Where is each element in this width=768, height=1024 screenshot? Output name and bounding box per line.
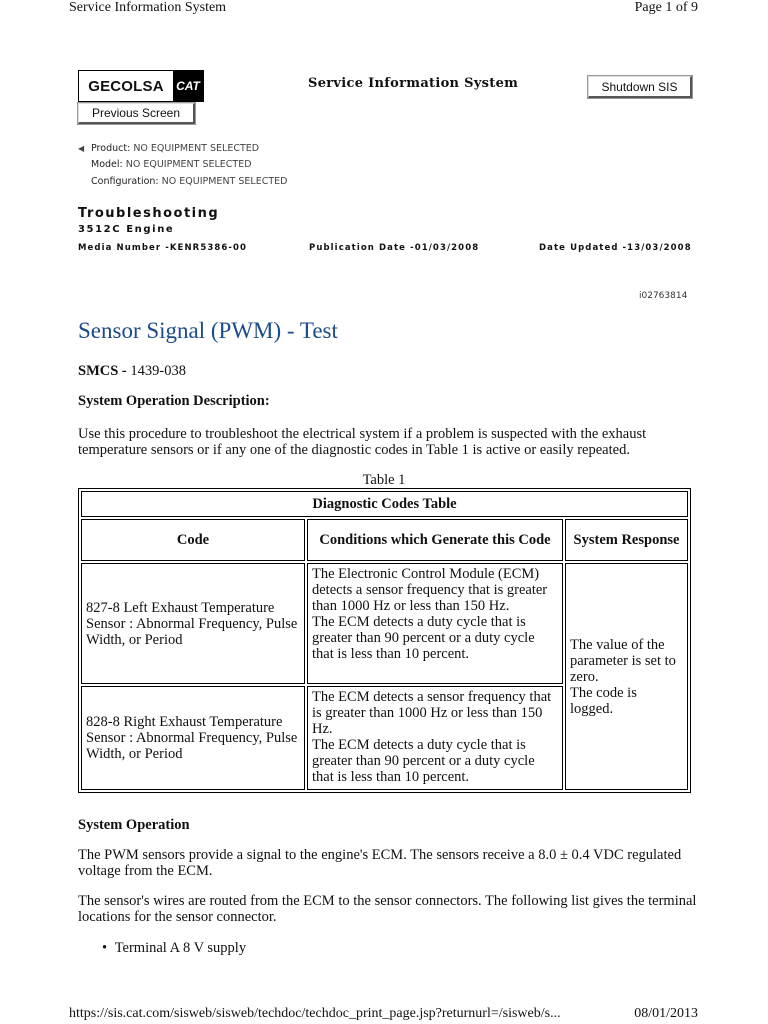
row-1-conditions: The Electronic Control Module (ECM) detects a sensor frequency that is greater than 1000 Hz or less than 150 Hz. The ECM detects a duty cycle that is greater than 90 percent or a duty cycle that is less than 10 percent. [307,563,563,684]
print-footer-url: https://sis.cat.com/sisweb/sisweb/techdoc/techdoc_print_page.jsp?returnurl=/sisweb/s... [69,1006,561,1021]
print-header-title: Service Information System [69,0,227,15]
logo-text: GECOLSA [88,77,164,95]
media-number: Media Number -KENR5386-00 [78,243,248,253]
table-title: Diagnostic Codes Table [81,491,688,517]
smcs-value: 1439-038 [130,363,186,379]
header-system-response: System Response [565,519,688,561]
shutdown-button[interactable]: Shutdown SIS [588,76,692,98]
document-id: i02763814 [639,291,688,301]
print-page-number: Page 1 of 9 [634,0,698,15]
system-response: The value of the parameter is set to zero. The code is logged. [565,563,688,790]
product-line [91,143,259,154]
model-line [91,159,252,170]
smcs-label: SMCS - [78,363,127,379]
engine-model: 3512C Engine [78,224,175,235]
configuration-line [91,176,287,187]
system-operation-heading: System Operation [78,817,190,833]
configuration-value: NO EQUIPMENT SELECTED [161,176,288,187]
bullet-icon: • [102,940,108,956]
table-caption: Table 1 [362,472,406,488]
row-1-code: 827-8 Left Exhaust Temperature Sensor : Abnormal Frequency, Pulse Width, or Period [81,563,305,684]
row-2-conditions: The ECM detects a sensor frequency that is greater than 1000 Hz or less than 150 Hz. The ECM detects a duty cycle that is greater than 90 percent or a duty cycle that is less than 10 percent. [307,686,563,790]
model-value: NO EQUIPMENT SELECTED [125,159,252,170]
configuration-label: Configuration: [91,176,159,187]
system-operation-paragraph-2: The sensor's wires are routed from the ECM to the sensor connectors. The following list gives the terminal locations for the sensor connector. [78,893,697,925]
collapse-arrow-icon[interactable]: ◀ [78,144,85,153]
system-operation-description-heading: System Operation Description: [78,393,270,409]
doc-category: Troubleshooting [78,206,220,221]
model-label: Model: [91,159,123,170]
diagnostic-codes-table [78,488,691,793]
publication-date: Publication Date -01/03/2008 [309,243,480,253]
print-footer-date: 08/01/2013 [634,1006,698,1021]
row-2-code: 828-8 Right Exhaust Temperature Sensor : Abnormal Frequency, Pulse Width, or Period [81,686,305,790]
date-updated: Date Updated -13/03/2008 [539,243,692,253]
header-code: Code [81,519,305,561]
sis-title: Service Information System [308,76,519,91]
header-conditions: Conditions which Generate this Code [307,519,563,561]
product-label: Product: [91,143,131,154]
smcs-line [78,363,186,379]
page-title: Sensor Signal (PWM) - Test [78,318,338,343]
dealer-logo [78,70,204,102]
system-operation-paragraph-1: The PWM sensors provide a signal to the engine's ECM. The sensors receive a 8.0 ± 0.4 VDC regulated voltage from the ECM. [78,847,682,879]
previous-screen-button[interactable]: Previous Screen [78,103,195,124]
intro-paragraph: Use this procedure to troubleshoot the electrical system if a problem is suspected with the exhaust temperature sensors or if any one of the diagnostic codes in Table 1 is active or easily repeated. [78,426,647,458]
list-item [102,940,246,956]
cat-logo-icon: CAT [173,71,203,101]
list-item-text: Terminal A 8 V supply [114,940,247,956]
product-value: NO EQUIPMENT SELECTED [133,143,260,154]
